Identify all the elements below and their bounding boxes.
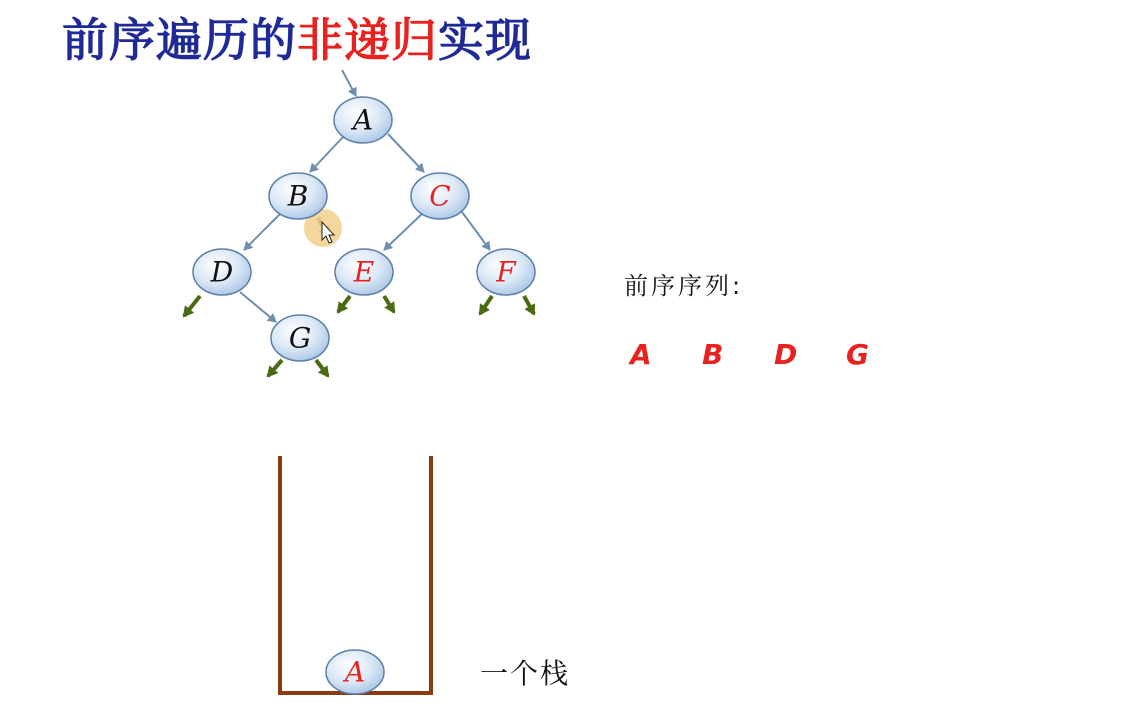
tree-node-A — [334, 97, 392, 143]
edge-A-C — [388, 134, 424, 172]
tree-node-D — [193, 249, 251, 295]
edge-C-F — [462, 212, 490, 250]
node-label-A: A — [352, 103, 374, 137]
tree-node-B — [269, 173, 327, 219]
null-arrow-E-left — [338, 296, 350, 312]
null-arrow-D-left — [184, 296, 200, 316]
node-label-D: D — [210, 255, 234, 289]
entry-arrow — [342, 70, 356, 96]
tree-node-E — [335, 249, 393, 295]
title-part-2: 非递归 — [297, 13, 438, 67]
tree-node-F — [477, 249, 535, 295]
title-part-1: 前序遍历的 — [62, 13, 297, 67]
sequence-item: A — [630, 338, 652, 371]
edge-B-D — [244, 212, 282, 250]
null-arrow-F-right — [524, 296, 534, 314]
null-arrow-E-right — [384, 296, 394, 312]
title-part-3: 实现 — [438, 13, 532, 67]
stack-item-A — [326, 650, 384, 694]
edge-A-B — [310, 136, 344, 172]
edge-D-G — [240, 292, 276, 322]
sequence-item: G — [846, 338, 869, 371]
stack-item-label: A — [344, 655, 366, 689]
node-label-E: E — [353, 255, 375, 289]
sequence-item: D — [774, 338, 798, 371]
stack-caption: 一个栈 — [480, 657, 571, 690]
node-label-F: F — [496, 255, 516, 289]
edge-C-E — [384, 212, 424, 250]
sequence-label: 前序序列: — [624, 272, 744, 300]
node-label-G: G — [288, 321, 312, 355]
tree-node-G — [271, 315, 329, 361]
null-arrow-F-left — [480, 296, 492, 314]
null-arrow-G-left — [268, 360, 282, 376]
null-arrow-G-right — [316, 360, 328, 376]
node-label-B: B — [287, 179, 309, 213]
sequence-item: B — [702, 338, 724, 371]
node-label-C: C — [429, 179, 451, 213]
sequence-list — [630, 338, 918, 371]
tree-node-C — [411, 173, 469, 219]
